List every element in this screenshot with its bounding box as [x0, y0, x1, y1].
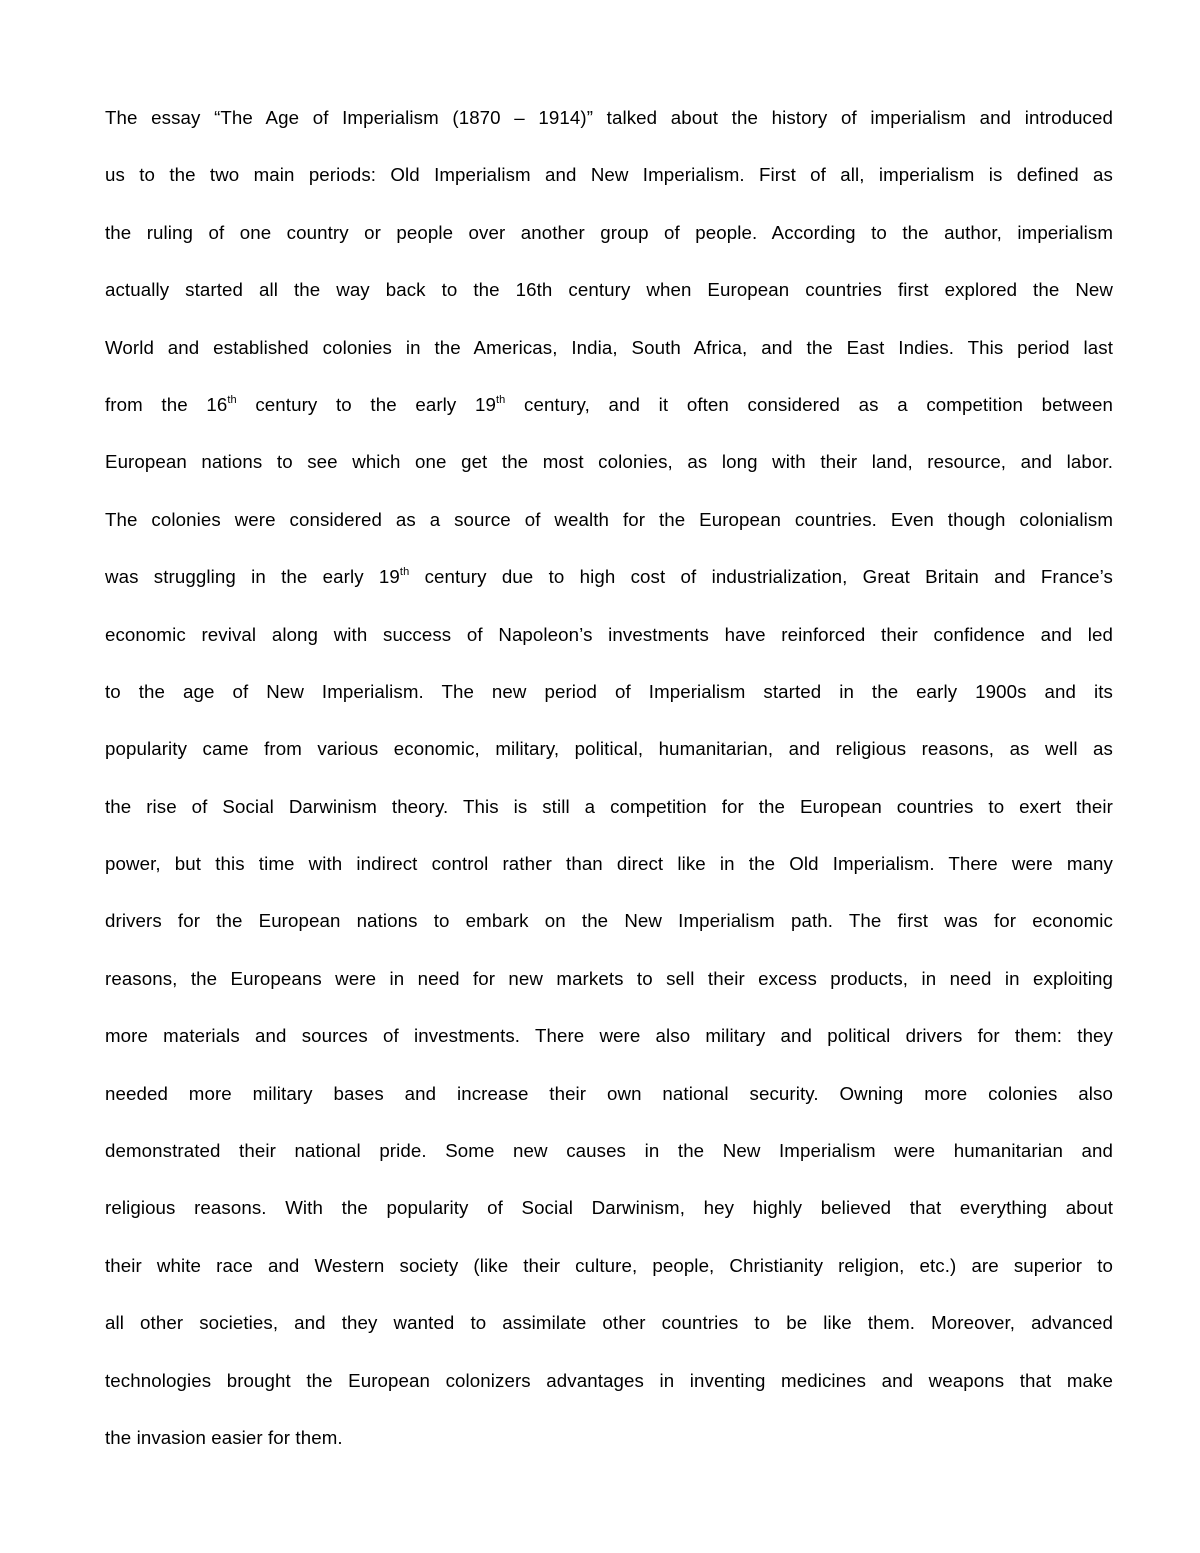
ordinal-suffix: th	[399, 566, 410, 579]
essay-line-24: the invasion easier for them.	[105, 1426, 343, 1448]
essay-line-22: all other societies, and they wanted to assimilate other countries to be like them. Moreover, advanced	[105, 1312, 1113, 1334]
essay-line-2: us to the two main periods: Old Imperialism and New Imperialism. First of all, imperialism is defined as	[105, 164, 1113, 186]
essay-line-19: demonstrated their national pride. Some new causes in the New Imperialism were humanitarian and	[105, 1140, 1113, 1162]
essay-line-9	[105, 548, 1113, 605]
essay-line-20: religious reasons. With the popularity of Social Darwinism, hey highly believed that everything about	[105, 1197, 1113, 1219]
essay-line-3: the ruling of one country or people over another group of people. According to the author, imperialism	[105, 221, 1113, 243]
line-9-part-1: was struggling in the early 19	[105, 566, 400, 588]
essay-line-8: The colonies were considered as a source of wealth for the European countries. Even though colonialism	[105, 508, 1113, 530]
ordinal-suffix: th	[227, 393, 237, 406]
essay-line-23: technologies brought the European colonizers advantages in inventing medicines and weapons that make	[105, 1369, 1113, 1391]
essay-line-7: European nations to see which one get the most colonies, as long with their land, resource, and labor.	[105, 451, 1113, 473]
essay-line-4: actually started all the way back to the 16th century when European countries first explored the New	[105, 279, 1113, 301]
essay-line-13: the rise of Social Darwinism theory. This is still a competition for the European countries to exert their	[105, 795, 1113, 817]
essay-line-5: World and established colonies in the Americas, India, South Africa, and the East Indies. This period last	[105, 336, 1113, 358]
line-9-part-2: century due to high cost of industrialization, Great Britain and France’s	[409, 566, 1113, 588]
essay-line-11: to the age of New Imperialism. The new period of Imperialism started in the early 1900s and its	[105, 680, 1113, 702]
essay-line-6	[105, 376, 1113, 433]
essay-line-1: The essay “The Age of Imperialism (1870 – 1914)” talked about the history of imperialism and introduced	[105, 107, 1113, 128]
line-6-part-1: from the 16	[105, 393, 228, 415]
essay-line-15: drivers for the European nations to embark on the New Imperialism path. The first was for economic	[105, 910, 1113, 932]
essay-line-17: more materials and sources of investments. There were also military and political drivers for them: they	[105, 1025, 1113, 1047]
essay-line-21: their white race and Western society (like their culture, people, Christianity religion, etc.) are superior to	[105, 1254, 1113, 1276]
essay-line-10: economic revival along with success of Napoleon’s investments have reinforced their confidence and led	[105, 623, 1113, 645]
essay-body	[105, 89, 1113, 1466]
line-6-part-3: century, and it often considered as a competition between	[505, 393, 1114, 415]
ordinal-suffix: th	[495, 393, 506, 406]
essay-line-18: needed more military bases and increase their own national security. Owning more colonies also	[105, 1082, 1113, 1104]
essay-line-16: reasons, the Europeans were in need for new markets to sell their excess products, in need in exploiting	[105, 967, 1113, 989]
essay-line-12: popularity came from various economic, military, political, humanitarian, and religious reasons, as well as	[105, 738, 1113, 760]
essay-line-14: power, but this time with indirect control rather than direct like in the Old Imperialism. There were many	[105, 853, 1113, 875]
line-6-part-2: century to the early 19	[236, 393, 496, 415]
